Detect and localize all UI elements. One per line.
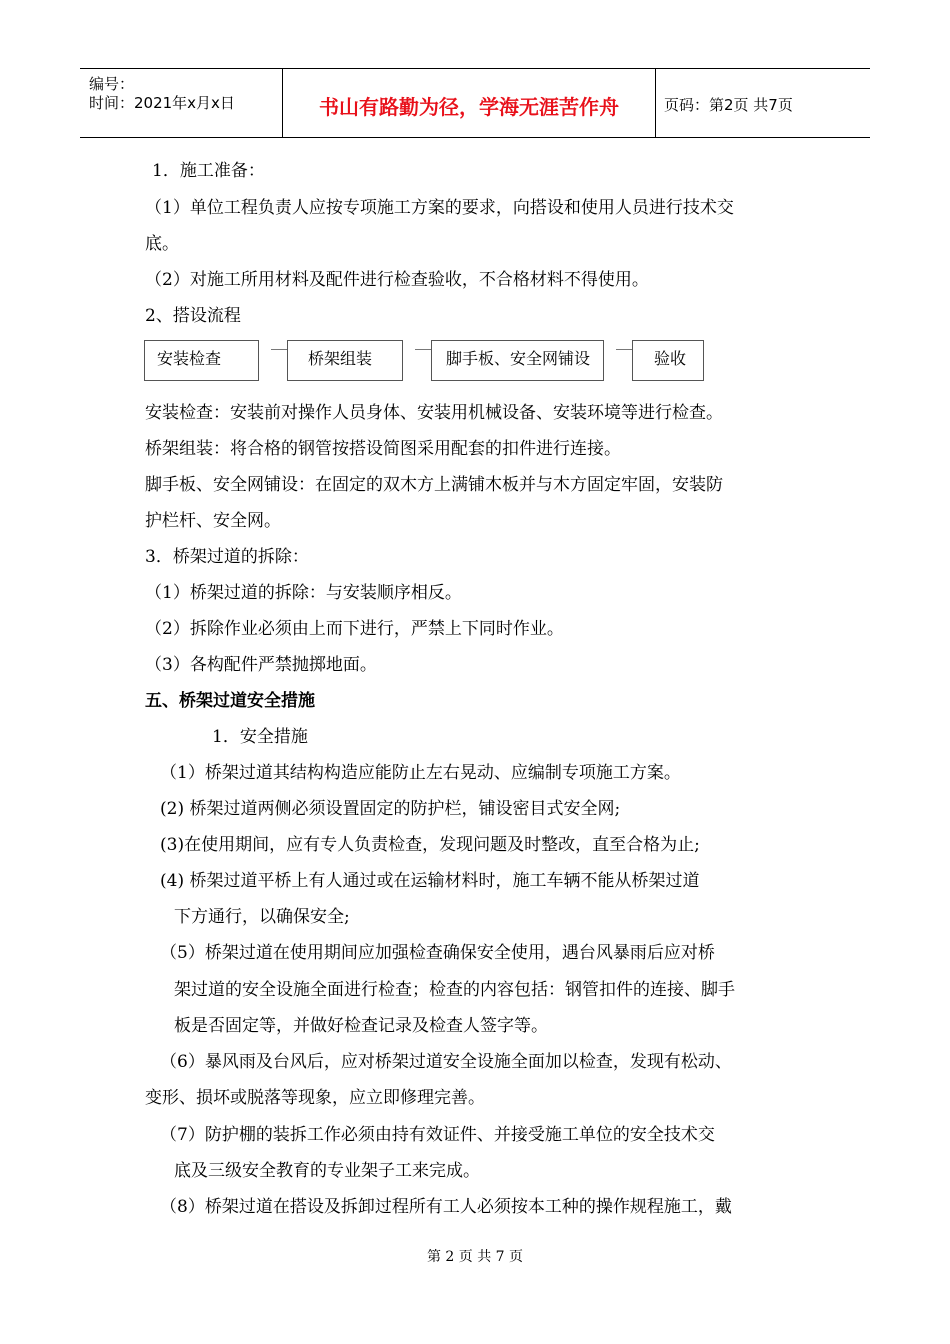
flow-step-label: 验收 xyxy=(654,349,687,368)
header-info-cell xyxy=(80,69,282,137)
paragraph-line: （1）桥架过道其结构构造应能防止左右晃动、应编制专项施工方案。 xyxy=(160,763,681,783)
paragraph-line: 脚手板、安全网铺设：在固定的双木方上满铺木板并与木方固定牢固，安装防 xyxy=(145,475,723,495)
paragraph-line: （6）暴风雨及台风后，应对桥架过道安全设施全面加以检查，发现有松动、 xyxy=(160,1052,732,1072)
paragraph-line: (2) 桥架过道两侧必须设置固定的防护栏，铺设密目式安全网; xyxy=(160,799,621,819)
paragraph-line: （2）拆除作业必须由上而下进行，严禁上下同时作业。 xyxy=(145,619,564,639)
doc-number-label: 编号： xyxy=(89,75,135,93)
paragraph-line: 架过道的安全设施全面进行检查；检查的内容包括：钢管扣件的连接、脚手 xyxy=(174,980,735,1000)
page-footer: 第 2 页 共 7 页 xyxy=(426,1249,524,1265)
flow-step-box xyxy=(431,340,604,381)
paragraph-line: 下方通行，以确保安全; xyxy=(174,907,350,927)
paragraph-line: （2）对施工所用材料及配件进行检查验收，不合格材料不得使用。 xyxy=(145,270,649,290)
paragraph-line: 板是否固定等，并做好检查记录及检查人签字等。 xyxy=(174,1016,548,1036)
paragraph-line: 底。 xyxy=(145,234,179,254)
paragraph-line: （1）单位工程负责人应按专项施工方案的要求，向搭设和使用人员进行技术交 xyxy=(145,198,734,218)
flow-step-box xyxy=(144,340,259,381)
section-heading: 3．桥架过道的拆除： xyxy=(145,547,309,567)
section-heading: 1．施工准备： xyxy=(152,161,265,181)
paragraph-line: （3）各构配件严禁抛掷地面。 xyxy=(145,655,377,675)
page-header xyxy=(80,68,870,138)
paragraph-line: 护栏杆、安全网。 xyxy=(145,511,281,531)
paragraph-line: （5）桥架过道在使用期间应加强检查确保安全使用，遇台风暴雨后应对桥 xyxy=(160,943,715,963)
paragraph-line: (4) 桥架过道平桥上有人通过或在运输材料时，施工车辆不能从桥架过道 xyxy=(160,871,700,891)
time-label: 时间：2021年x月x日 xyxy=(89,94,235,112)
paragraph-line: 安装检查：安装前对操作人员身体、安装用机械设备、安装环境等进行检查。 xyxy=(145,403,723,423)
section-heading: 2、搭设流程 xyxy=(145,306,241,326)
flow-connector xyxy=(415,349,431,350)
flow-connector xyxy=(271,349,287,350)
paragraph-line: （1）桥架过道的拆除：与安装顺序相反。 xyxy=(145,583,462,603)
paragraph-line: 变形、损坏或脱落等现象，应立即修理完善。 xyxy=(145,1088,485,1108)
chapter-heading: 五、桥架过道安全措施 xyxy=(145,691,315,711)
paragraph-line: 底及三级安全教育的专业架子工来完成。 xyxy=(174,1161,480,1181)
header-page-cell xyxy=(654,69,870,137)
flow-connector xyxy=(616,349,632,350)
paragraph-line: 桥架组装：将合格的钢管按搭设简图采用配套的扣件进行连接。 xyxy=(145,439,621,459)
section-heading: 1．安全措施 xyxy=(212,727,308,747)
flow-step-label: 桥架组装 xyxy=(308,349,373,368)
flow-step-label: 安装检查 xyxy=(157,349,222,368)
flow-step-box xyxy=(632,340,704,381)
paragraph-line: （7）防护棚的装拆工作必须由持有效证件、并接受施工单位的安全技术交 xyxy=(160,1125,715,1145)
flow-step-box xyxy=(287,340,403,381)
paragraph-line: (3)在使用期间，应有专人负责检查，发现问题及时整改，直至合格为止; xyxy=(160,835,700,855)
page-indicator: 页码：第2页 共7页 xyxy=(664,96,793,114)
paragraph-line: （8）桥架过道在搭设及拆卸过程所有工人必须按本工种的操作规程施工，戴 xyxy=(160,1197,732,1217)
flow-step-label: 脚手板、安全网铺设 xyxy=(446,349,591,368)
motto-text: 书山有路勤为径，学海无涯苦作舟 xyxy=(319,95,619,119)
header-motto-cell xyxy=(282,69,656,137)
